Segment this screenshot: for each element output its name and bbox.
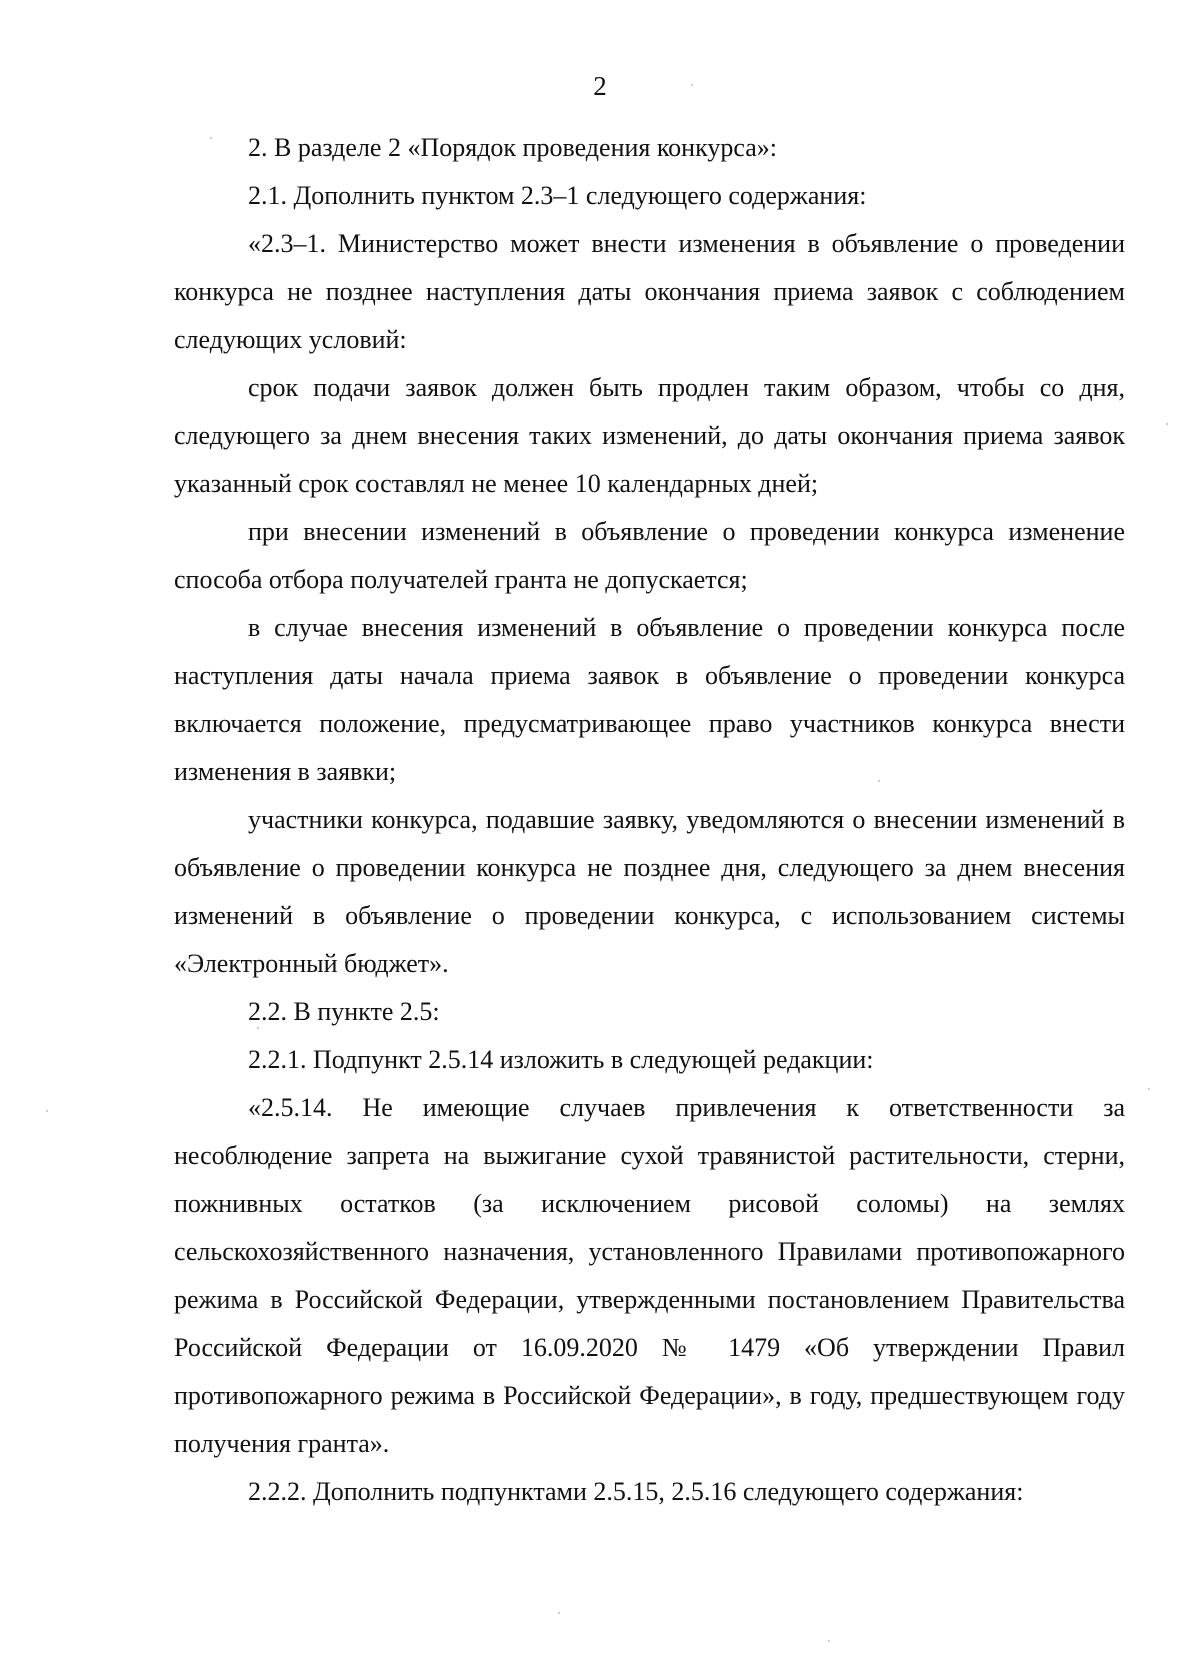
scan-speck [257, 1027, 259, 1029]
paragraph-2-1: 2.1. Дополнить пунктом 2.3–1 следующего содержания: [248, 181, 867, 210]
scan-speck [210, 137, 212, 139]
paragraph-2-3-1: «2.3–1. Министерство может внести изменения в объявление о проведении конкурса не позднее наступления даты окончания приема заявок с соблюдением следующих условий: [174, 229, 1125, 354]
scan-speck [878, 780, 880, 782]
paragraph-section-2: 2. В разделе 2 «Порядок проведения конкурса»: [248, 133, 777, 162]
document-body [174, 124, 1125, 1516]
paragraph-2-2-2: 2.2.2. Дополнить подпунктами 2.5.15, 2.5.16 следующего содержания: [248, 1477, 1024, 1506]
scan-speck [1148, 1088, 1150, 1090]
scan-speck [46, 1110, 48, 1112]
paragraph-2-2-1: 2.2.1. Подпункт 2.5.14 изложить в следующей редакции: [248, 1045, 874, 1074]
scan-speck [828, 1640, 830, 1642]
scan-speck [1166, 423, 1168, 425]
paragraph-application-changes: в случае внесения изменений в объявление о проведении конкурса после наступления даты начала приема заявок в объявление о проведении конкурса включается положение, предусматривающее право участников конкурса внести изменения в заявки; [174, 613, 1125, 786]
paragraph-notification: участники конкурса, подавшие заявку, уведомляются о внесении изменений в объявление о проведении конкурса не позднее дня, следующего за днем внесения изменений в объявление о проведении конкурса, с использованием системы «Электронный бюджет». [174, 805, 1125, 978]
paragraph-method-condition: при внесении изменений в объявление о проведении конкурса изменение способа отбора получателей гранта не допускается; [174, 517, 1125, 594]
paragraph-2-2: 2.2. В пункте 2.5: [248, 997, 440, 1026]
paragraph-deadline-condition: срок подачи заявок должен быть продлен таким образом, чтобы со дня, следующего за днем внесения таких изменений, до даты окончания приема заявок указанный срок составлял не менее 10 календарных дней; [174, 373, 1125, 498]
scan-speck [691, 84, 693, 86]
scan-speck [558, 1612, 560, 1614]
paragraph-2-5-14: «2.5.14. Не имеющие случаев привлечения к ответственности за несоблюдение запрета на выжигание сухой травянистой растительности, стерни, пожнивных остатков (за исключением рисовой соломы) на землях сельскохозяйственного назначения, установленного Правилами противопожарного режима в Российской Федерации, утвержденными постановлением Правительства Российской Федерации от 16.09.2020 № 1479 «Об утверждении Правил противопожарного режима в Российской Федерации», в году, предшествующем году получения гранта». [174, 1093, 1125, 1458]
page-number: 2 [593, 71, 607, 101]
